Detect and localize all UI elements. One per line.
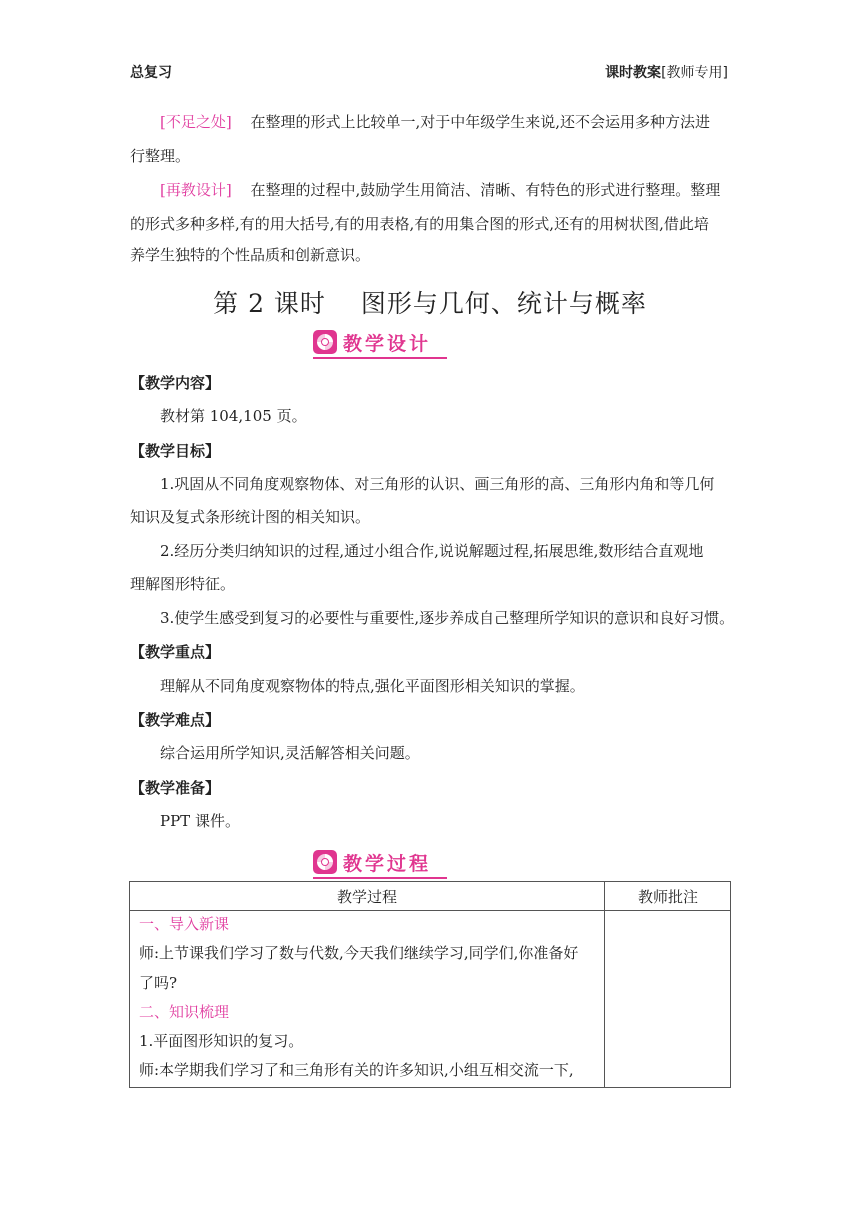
table-header-divider bbox=[130, 910, 730, 911]
table-row: 一、导入新课 bbox=[139, 915, 230, 933]
difficulty-text: 综合运用所学知识,灵活解答相关问题。 bbox=[160, 744, 420, 762]
goal-1-line-1: 1.巩固从不同角度观察物体、对三角形的认识、画三角形的高、三角形内角和等几何 bbox=[160, 475, 715, 493]
table-row: 二、知识梳理 bbox=[139, 1003, 230, 1021]
swirl-logo-icon bbox=[313, 330, 337, 354]
table-row: 师:上节课我们学习了数与代数,今天我们继续学习,同学们,你准备好 bbox=[139, 944, 579, 962]
header-section-title: 总复习 bbox=[130, 65, 172, 81]
prep-heading: 【教学准备】 bbox=[130, 779, 221, 797]
header-doc-type bbox=[605, 62, 728, 82]
prep-text: PPT 课件。 bbox=[160, 812, 240, 830]
table-row: 1.平面图形知识的复习。 bbox=[139, 1032, 304, 1050]
shortcoming-line-2: 行整理。 bbox=[130, 147, 191, 165]
key-text: 理解从不同角度观察物体的特点,强化平面图形相关知识的掌握。 bbox=[160, 677, 585, 695]
redesign-tag: [再教设计] bbox=[160, 181, 232, 199]
redesign-line-2: 的形式多种多样,有的用大括号,有的用表格,有的用集合图的形式,还有的用树状图,借此培 bbox=[130, 215, 709, 233]
table-row: 了吗? bbox=[139, 974, 178, 992]
banner-underline bbox=[313, 357, 447, 359]
banner-teaching-design bbox=[313, 330, 445, 356]
header-doc-type-main: 课时教案 bbox=[605, 65, 662, 81]
table-column-divider bbox=[604, 882, 605, 1087]
goal-1-line-2: 知识及复式条形统计图的相关知识。 bbox=[130, 508, 371, 526]
content-text: 教材第 104,105 页。 bbox=[160, 407, 307, 425]
table-header-notes: 教师批注 bbox=[637, 888, 698, 906]
shortcoming-text-1: 在整理的形式上比较单一,对于中年级学生来说,还不会运用多种方法进 bbox=[250, 113, 711, 131]
goal-2-line-1: 2.经历分类归纳知识的过程,通过小组合作,说说解题过程,拓展思维,数形结合直观地 bbox=[160, 542, 704, 560]
table-row: 师:本学期我们学习了和三角形有关的许多知识,小组互相交流一下, bbox=[139, 1061, 574, 1079]
redesign-text-1: 在整理的过程中,鼓励学生用简洁、清晰、有特色的形式进行整理。整理 bbox=[250, 181, 721, 199]
banner-teaching-process-label: 教学过程 bbox=[343, 853, 432, 875]
difficulty-heading: 【教学难点】 bbox=[130, 711, 221, 729]
table-header-process: 教学过程 bbox=[336, 888, 397, 906]
lesson-title: 第 2 课时 图形与几何、统计与概率 bbox=[213, 289, 647, 318]
header-doc-type-sub: [教师专用] bbox=[661, 65, 728, 81]
swirl-logo-icon bbox=[313, 850, 337, 874]
redesign-line-1 bbox=[160, 180, 720, 200]
key-heading: 【教学重点】 bbox=[130, 643, 221, 661]
banner-teaching-process bbox=[313, 850, 445, 876]
shortcoming-line-1 bbox=[160, 112, 710, 132]
banner-underline bbox=[313, 877, 447, 879]
process-table bbox=[129, 881, 731, 1088]
goal-3-line-1: 3.使学生感受到复习的必要性与重要性,逐步养成自己整理所学知识的意识和良好习惯。 bbox=[160, 609, 735, 627]
goals-heading: 【教学目标】 bbox=[130, 442, 221, 460]
shortcoming-tag: [不足之处] bbox=[160, 113, 232, 131]
content-heading: 【教学内容】 bbox=[130, 374, 221, 392]
goal-2-line-2: 理解图形特征。 bbox=[130, 575, 236, 593]
redesign-line-3: 养学生独特的个性品质和创新意识。 bbox=[130, 246, 371, 264]
banner-teaching-design-label: 教学设计 bbox=[343, 333, 432, 355]
